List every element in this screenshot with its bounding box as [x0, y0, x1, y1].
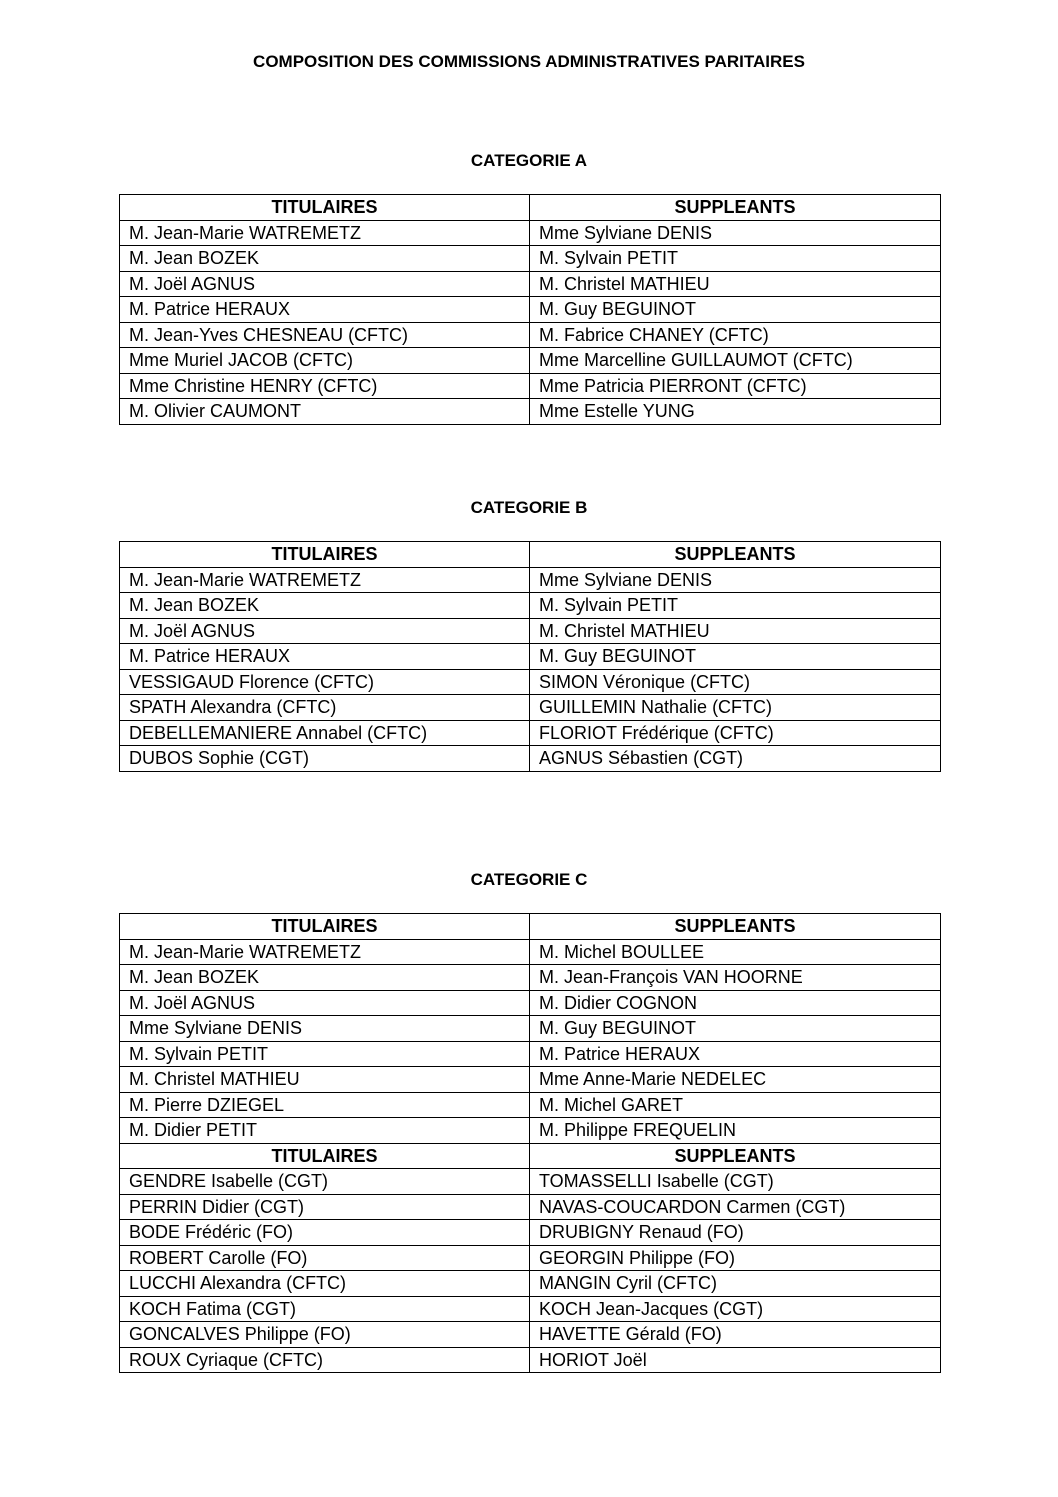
titulaire-cell: M. Jean BOZEK	[120, 593, 530, 619]
titulaire-cell: M. Pierre DZIEGEL	[120, 1092, 530, 1118]
category-a-table	[119, 194, 941, 425]
suppleant-cell: M. Christel MATHIEU	[530, 271, 941, 297]
titulaire-cell: M. Patrice HERAUX	[120, 297, 530, 323]
table-row	[120, 373, 941, 399]
table-header-row	[120, 1143, 941, 1169]
suppleant-cell: FLORIOT Frédérique (CFTC)	[530, 720, 941, 746]
suppleants-header: SUPPLEANTS	[530, 914, 941, 940]
titulaire-cell: M. Didier PETIT	[120, 1118, 530, 1144]
suppleant-cell: Mme Marcelline GUILLAUMOT (CFTC)	[530, 348, 941, 374]
titulaire-cell: M. Christel MATHIEU	[120, 1067, 530, 1093]
titulaire-cell: M. Jean-Marie WATREMETZ	[120, 220, 530, 246]
suppleant-cell: Mme Anne-Marie NEDELEC	[530, 1067, 941, 1093]
suppleant-cell: M. Didier COGNON	[530, 990, 941, 1016]
suppleant-cell: GEORGIN Philippe (FO)	[530, 1245, 941, 1271]
titulaire-cell: LUCCHI Alexandra (CFTC)	[120, 1271, 530, 1297]
table-row	[120, 1067, 941, 1093]
suppleant-cell: Mme Estelle YUNG	[530, 399, 941, 425]
titulaire-cell: ROBERT Carolle (FO)	[120, 1245, 530, 1271]
table-row	[120, 1016, 941, 1042]
titulaire-cell: M. Joël AGNUS	[120, 990, 530, 1016]
suppleants-header: SUPPLEANTS	[530, 1143, 941, 1169]
suppleant-cell: M. Philippe FREQUELIN	[530, 1118, 941, 1144]
titulaire-cell: M. Jean-Marie WATREMETZ	[120, 939, 530, 965]
table-row	[120, 1041, 941, 1067]
suppleant-cell: KOCH Jean-Jacques (CGT)	[530, 1296, 941, 1322]
titulaire-cell: ROUX Cyriaque (CFTC)	[120, 1347, 530, 1373]
document-title: COMPOSITION DES COMMISSIONS ADMINISTRATIVES PARITAIRES	[253, 52, 805, 71]
table-row	[120, 567, 941, 593]
table-row	[120, 1194, 941, 1220]
category-b-heading: CATEGORIE B	[470, 498, 588, 517]
table-row	[120, 644, 941, 670]
suppleants-header: SUPPLEANTS	[530, 195, 941, 221]
titulaires-header: TITULAIRES	[120, 1143, 530, 1169]
category-c-table	[119, 913, 941, 1373]
suppleant-cell: GUILLEMIN Nathalie (CFTC)	[530, 695, 941, 721]
table-row	[120, 669, 941, 695]
table-row	[120, 1092, 941, 1118]
titulaire-cell: VESSIGAUD Florence (CFTC)	[120, 669, 530, 695]
titulaire-cell: SPATH Alexandra (CFTC)	[120, 695, 530, 721]
category-c-heading: CATEGORIE C	[470, 870, 588, 889]
titulaire-cell: GONCALVES Philippe (FO)	[120, 1322, 530, 1348]
table-header-row	[120, 914, 941, 940]
table-row	[120, 939, 941, 965]
table-row	[120, 593, 941, 619]
table-header-row	[120, 195, 941, 221]
titulaire-cell: KOCH Fatima (CGT)	[120, 1296, 530, 1322]
table-row	[120, 1118, 941, 1144]
titulaire-cell: M. Sylvain PETIT	[120, 1041, 530, 1067]
suppleant-cell: M. Michel BOULLEE	[530, 939, 941, 965]
titulaire-cell: M. Jean BOZEK	[120, 965, 530, 991]
suppleant-cell: M. Guy BEGUINOT	[530, 1016, 941, 1042]
titulaire-cell: M. Jean-Marie WATREMETZ	[120, 567, 530, 593]
suppleant-cell: Mme Patricia PIERRONT (CFTC)	[530, 373, 941, 399]
category-a-heading: CATEGORIE A	[470, 151, 588, 170]
titulaire-cell: PERRIN Didier (CGT)	[120, 1194, 530, 1220]
table-row	[120, 399, 941, 425]
suppleant-cell: HORIOT Joël	[530, 1347, 941, 1373]
table-row	[120, 271, 941, 297]
suppleant-cell: NAVAS-COUCARDON Carmen (CGT)	[530, 1194, 941, 1220]
table-row	[120, 1322, 941, 1348]
titulaires-header: TITULAIRES	[120, 914, 530, 940]
suppleant-cell: M. Sylvain PETIT	[530, 593, 941, 619]
titulaire-cell: M. Patrice HERAUX	[120, 644, 530, 670]
category-b-table	[119, 541, 941, 772]
titulaire-cell: Mme Muriel JACOB (CFTC)	[120, 348, 530, 374]
suppleant-cell: M. Fabrice CHANEY (CFTC)	[530, 322, 941, 348]
table-row	[120, 720, 941, 746]
table-row	[120, 1245, 941, 1271]
titulaires-header: TITULAIRES	[120, 542, 530, 568]
suppleant-cell: Mme Sylviane DENIS	[530, 567, 941, 593]
suppleant-cell: M. Patrice HERAUX	[530, 1041, 941, 1067]
suppleant-cell: Mme Sylviane DENIS	[530, 220, 941, 246]
titulaire-cell: BODE Frédéric (FO)	[120, 1220, 530, 1246]
suppleant-cell: M. Christel MATHIEU	[530, 618, 941, 644]
titulaire-cell: M. Jean BOZEK	[120, 246, 530, 272]
suppleant-cell: SIMON Véronique (CFTC)	[530, 669, 941, 695]
suppleant-cell: M. Guy BEGUINOT	[530, 644, 941, 670]
titulaires-header: TITULAIRES	[120, 195, 530, 221]
table-row	[120, 990, 941, 1016]
table-row	[120, 695, 941, 721]
suppleant-cell: DRUBIGNY Renaud (FO)	[530, 1220, 941, 1246]
suppleant-cell: M. Guy BEGUINOT	[530, 297, 941, 323]
table-row	[120, 322, 941, 348]
table-row	[120, 1169, 941, 1195]
titulaire-cell: DUBOS Sophie (CGT)	[120, 746, 530, 772]
titulaire-cell: GENDRE Isabelle (CGT)	[120, 1169, 530, 1195]
titulaire-cell: M. Olivier CAUMONT	[120, 399, 530, 425]
suppleant-cell: M. Michel GARET	[530, 1092, 941, 1118]
titulaire-cell: M. Jean-Yves CHESNEAU (CFTC)	[120, 322, 530, 348]
suppleant-cell: TOMASSELLI Isabelle (CGT)	[530, 1169, 941, 1195]
table-row	[120, 1296, 941, 1322]
table-row	[120, 965, 941, 991]
titulaire-cell: M. Joël AGNUS	[120, 271, 530, 297]
table-row	[120, 1347, 941, 1373]
table-row	[120, 1220, 941, 1246]
suppleants-header: SUPPLEANTS	[530, 542, 941, 568]
table-row	[120, 1271, 941, 1297]
titulaire-cell: Mme Sylviane DENIS	[120, 1016, 530, 1042]
titulaire-cell: DEBELLEMANIERE Annabel (CFTC)	[120, 720, 530, 746]
suppleant-cell: HAVETTE Gérald (FO)	[530, 1322, 941, 1348]
titulaire-cell: M. Joël AGNUS	[120, 618, 530, 644]
table-row	[120, 348, 941, 374]
table-row	[120, 220, 941, 246]
table-row	[120, 297, 941, 323]
table-header-row	[120, 542, 941, 568]
suppleant-cell: AGNUS Sébastien (CGT)	[530, 746, 941, 772]
suppleant-cell: M. Sylvain PETIT	[530, 246, 941, 272]
table-row	[120, 618, 941, 644]
suppleant-cell: MANGIN Cyril (CFTC)	[530, 1271, 941, 1297]
table-row	[120, 746, 941, 772]
titulaire-cell: Mme Christine HENRY (CFTC)	[120, 373, 530, 399]
suppleant-cell: M. Jean-François VAN HOORNE	[530, 965, 941, 991]
table-row	[120, 246, 941, 272]
